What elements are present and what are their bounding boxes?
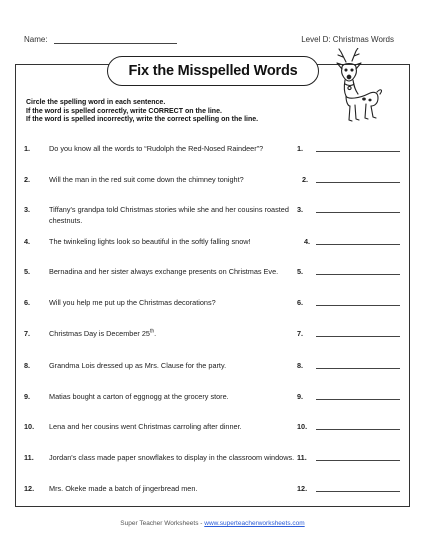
question-number: 2. [24,175,31,184]
question-number: 9. [24,392,31,401]
answer-line[interactable] [316,244,400,245]
answer-number: 2. [302,175,309,184]
question-number: 4. [24,237,31,246]
question-number: 8. [24,361,31,370]
question-text: Will you help me put up the Christmas decorations? [49,298,216,307]
answer-number: 4. [304,237,311,246]
page-title: Fix the Misspelled Words [128,63,298,79]
question-number: 10. [24,422,35,431]
ordinal-suffix: th [149,328,155,335]
worksheet-frame [15,64,410,507]
answer-line[interactable] [316,491,400,492]
question-text: Tiffany's grandpa told Christmas stories while she and her cousins roasted chestnuts. [49,205,289,225]
question-number: 7. [24,329,31,338]
answer-number: 11. [297,453,307,462]
question-number: 3. [24,205,31,214]
answer-line[interactable] [316,399,400,400]
footer-link[interactable]: www.superteacherworksheets.com [204,520,305,527]
answer-number: 3. [297,205,304,214]
instruction-line: If the word is spelled correctly, write CORRECT on the line. [26,107,222,115]
reindeer-illustration [326,48,386,128]
question-text [49,328,304,339]
question-text-end: . [154,329,157,338]
footer-text: Super Teacher Worksheets - [120,520,205,527]
instruction-line: If the word is spelled incorrectly, write the correct spelling on the line. [26,116,259,123]
question-number: 5. [24,267,31,276]
answer-line[interactable] [316,336,400,337]
question-number: 12. [24,484,35,493]
answer-line[interactable] [316,274,400,275]
answer-number: 10. [297,422,308,431]
question-text: The twinkeling lights look so beautiful in the softly falling snow! [49,237,251,246]
answer-number: 7. [297,329,304,338]
answer-number: 8. [297,361,304,370]
answer-line[interactable] [316,182,400,183]
question-text-main: Christmas Day is December 25 [49,329,150,338]
answer-line[interactable] [316,305,400,306]
question-text: Lena and her cousins went Christmas carroling after dinner. [49,422,242,431]
footer [0,520,425,527]
name-line[interactable] [54,36,177,44]
question-text: Will the man in the red suit come down the chimney tonight? [49,175,244,184]
answer-line[interactable] [316,429,400,430]
question-text: Matias bought a carton of eggnogg at the grocery store. [49,392,229,401]
instruction-line: Circle the spelling word in each sentence. [26,99,166,106]
answer-number: 1. [297,144,304,153]
question-text: Bernadina and her sister always exchange presents on Christmas Eve. [49,267,279,276]
level-label: Level D: Christmas Words [301,35,394,44]
question-text: Jordan's class made paper snowflakes to display in the classroom windows. [49,453,295,462]
answer-number: 9. [297,392,304,401]
name-label: Name: [24,35,48,44]
question-number: 11. [24,453,34,462]
question-text: Mrs. Okeke made a batch of jingerbread men. [49,484,198,493]
answer-number: 12. [297,484,308,493]
answer-line[interactable] [316,368,400,369]
question-text: Grandma Lois dressed up as Mrs. Clause for the party. [49,361,227,370]
answer-line[interactable] [316,151,400,152]
instructions [26,99,258,125]
question-number: 6. [24,298,31,307]
answer-number: 6. [297,298,304,307]
question-number: 1. [24,144,31,153]
answer-line[interactable] [316,460,400,461]
answer-number: 5. [297,267,304,276]
name-field[interactable] [24,35,177,44]
question-text: Do you know all the words to “Rudolph the Red-Nosed Raindeer”? [49,144,264,153]
answer-line[interactable] [316,212,400,213]
title-box [107,56,319,86]
